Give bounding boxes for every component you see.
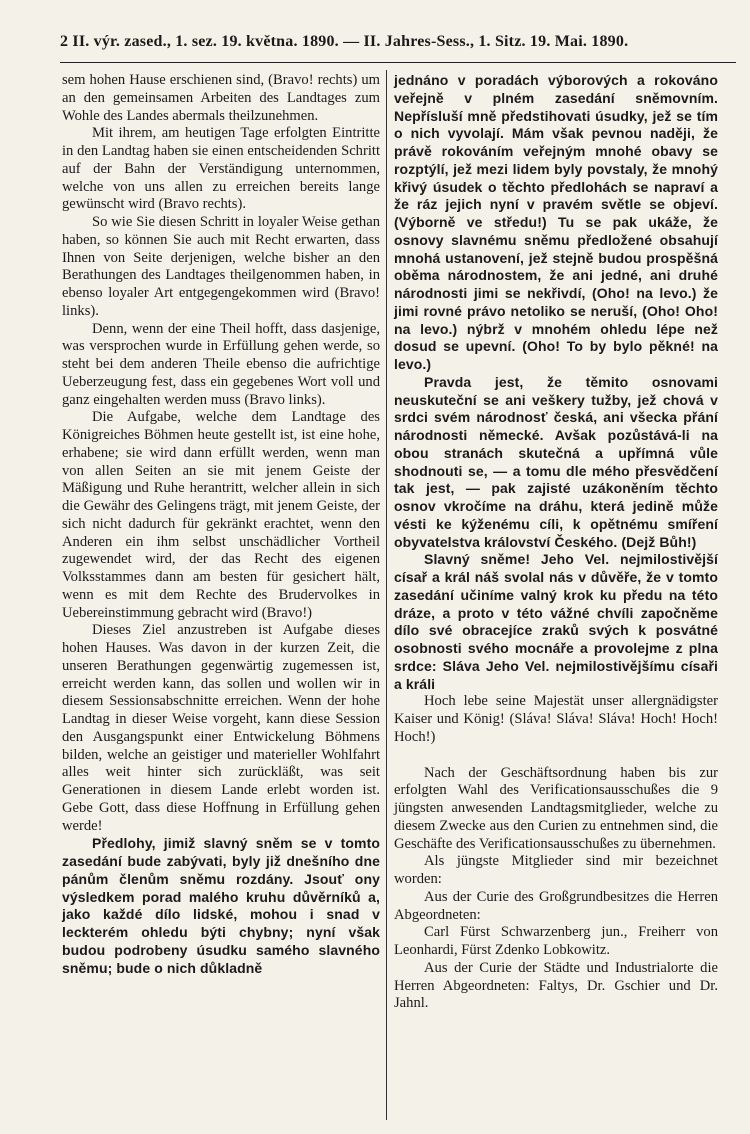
page-header: 2 II. výr. zased., 1. sez. 19. května. 1890. — II. Jahres-Sess., 1. Sitz. 19. Mai. 1890. [60,33,629,50]
paragraph: Als jüngste Mitglieder sind mir bezeichnet worden: [394,853,718,887]
paragraph: jednáno v poradách výborových a rokováno veřejně v plném zasedání sněmovním. Nepřísluší mně předstihovati úsudky, jež se tím o nich vyvolají. Mám však pevnou naději, že právě rokováním veřejným mnohé obavy se rozptýlí, jež mezi lidem byly povstaly, že mnohý křivý úsudek o těchto předlohách se napraví a že ráz jejich nyní v pravém světle se objeví. (Výborně ve středu!) Tu se pak ukáže, že osnovy slavnému sněmu předložené obsahují mnohá ustanovení, jež stejně budou prospěšná oběma národnostem, že ani jedné, ani druhé národnosti jimi se nekřivdí, (Oho! na levo.) že jimi rovné právo netoliko se neruší, (Oho! Oho! na levo.) nýbrž v mnohém ohledu lépe než dosud se upevní. (Oho! To by bylo pěkné! na levo.) [394,72,718,372]
right-column [394,72,718,1013]
paragraph: Pravda jest, že těmito osnovami neuskuteční se ani veškery tužby, jež chová v srdci svém národnosť česká, ani všecka přání národnosti německé. Avšak pozůstává-li na obou stranách skutečná a upřímná vůle shodnouti se, — a tomu dle mého přesvědčení tak jest, — pak zajisté uzákoněním těchto osnov vkročíme na dráhu, která jedině může vésti ke kýženému cíli, k opětnému smíření obyvatelstva království Českého. (Dejž Bůh!) [394,373,718,550]
paragraph: Hoch lebe seine Majestät unser allergnädigster Kaiser und König! (Sláva! Sláva! Sláva! Hoch! Hoch! Hoch!) [394,693,718,745]
paragraph: Slavný sněme! Jeho Vel. nejmilostivější císař a král náš svolal nás v důvěře, že v tomto zasedání učiníme valný krok ku předu na této dráze, a proto v této vážné chvíli započněme dílo své obracejíce zraků svých k posvátné osobnosti svého mocnáře a provolejme z plna srdce: Sláva Jeho Vel. nejmilostivějšímu císaři a králi [394,551,718,692]
paragraph: Aus der Curie des Großgrundbesitzes die Herren Abgeordneten: [394,888,718,923]
header-rule [60,62,736,63]
paragraph: Mit ihrem, am heutigen Tage erfolgten Eintritte in den Landtag haben sie einen entscheidenden Schritt auf der Bahn der Verständigung unternommen, welche von uns allen zu erreichen bereits lange gewünscht wird (Bravo rechts). [62,125,380,213]
paragraph: Denn, wenn der eine Theil hofft, dass dasjenige, was versprochen wurde in Erfüllung gehen werde, so steht bei dem anderen Theile ebenso die aufrichtige Ueberzeugung fest, dass ein gegebenes Wort voll und ganz eingehalten werden muss (Bravo links). [62,320,380,408]
paragraph: Carl Fürst Schwarzenberg jun., Freiherr von Leonhardi, Fürst Zdenko Lobkowitz. [394,924,718,958]
paragraph: Předlohy, jimiž slavný sněm se v tomto zasedání bude zabývati, byly již dnešního dne pánům členům sněmu rozdány. Jsouť ony výsledkem porad malého kruhu důvěrníků a, jako každé dílo lidské, mohou i snad v leckterém ohledu býti chybny; nyní však budou podrobeny úsudku samého slavného sněmu; bude o nich důkladně [62,835,380,976]
paragraph: Dieses Ziel anzustreben ist Aufgabe dieses hohen Hauses. Was davon in der kurzen Zeit, die unseren Berathungen gegenwärtig zugemessen ist, erreicht werden kann, das sollen und wollen wir in diesem Sessionsabschnitte erreichen. Wenn der hohe Landtag in dieser Weise vorgeht, kann diese Session den Ausgangspunkt einer Entwickelung Böhmens bilden, welche an geistiger und materieller Wohlfahrt alles weit hinter sich zurückläßt, was seit Generationen in diesem Lande erlebt worden ist. Gebe Gott, dass diese Hoffnung in Erfüllung gehen werde! [62,622,380,834]
column-divider [386,70,387,1120]
left-column [62,72,380,977]
paragraph: Die Aufgabe, welche dem Landtage des Königreiches Böhmen heute gestellt ist, ist eine hohe, erhabene; sie wird dann erfüllt werden, wenn man von allen Seiten an sie mit jenem Geiste der Mäßigung und Ruhe herantritt, welcher allein in sich die Gewähr des Gelingens trägt, mit jenem Geiste, der sich nicht dadurch für gekränkt erachtet, wenn den Anderen ein ihm selbst unschädlicher Vortheil zugewendet wird, der das Recht des eigenen Volksstammes dann am besten für gesichert hält, wenn es mit dem Rechte des Brudervolkes in Uebereinstimmung gebracht wird (Bravo!) [62,409,380,621]
paragraph: Aus der Curie der Städte und Industrialorte die Herren Abgeordneten: Faltys, Dr. Gschier und Dr. Jahnl. [394,959,718,1012]
paragraph: Nach der Geschäftsordnung haben bis zur erfolgten Wahl des Verificationsausschußes die 9 jüngsten anwesenden Landtagsmitglieder, welche zu diesem Zwecke aus den Curien zu entnehmen sind, die Geschäfte des Verificationsausschußes zu übernehmen. [394,764,718,852]
paragraph: sem hohen Hause erschienen sind, (Bravo! rechts) um an den gemeinsamen Arbeiten des Landtages zum Wohle des Landes abermals theilzunehmen. [62,72,380,124]
paragraph: So wie Sie diesen Schritt in loyaler Weise gethan haben, so können Sie auch mit Recht erwarten, dass Ihnen von Seite derjenigen, welche bisher an den Berathungen des Landtages theilgenommen haben, in ebenso loyaler Art entgegengekommen wird (Bravo! links). [62,214,380,319]
